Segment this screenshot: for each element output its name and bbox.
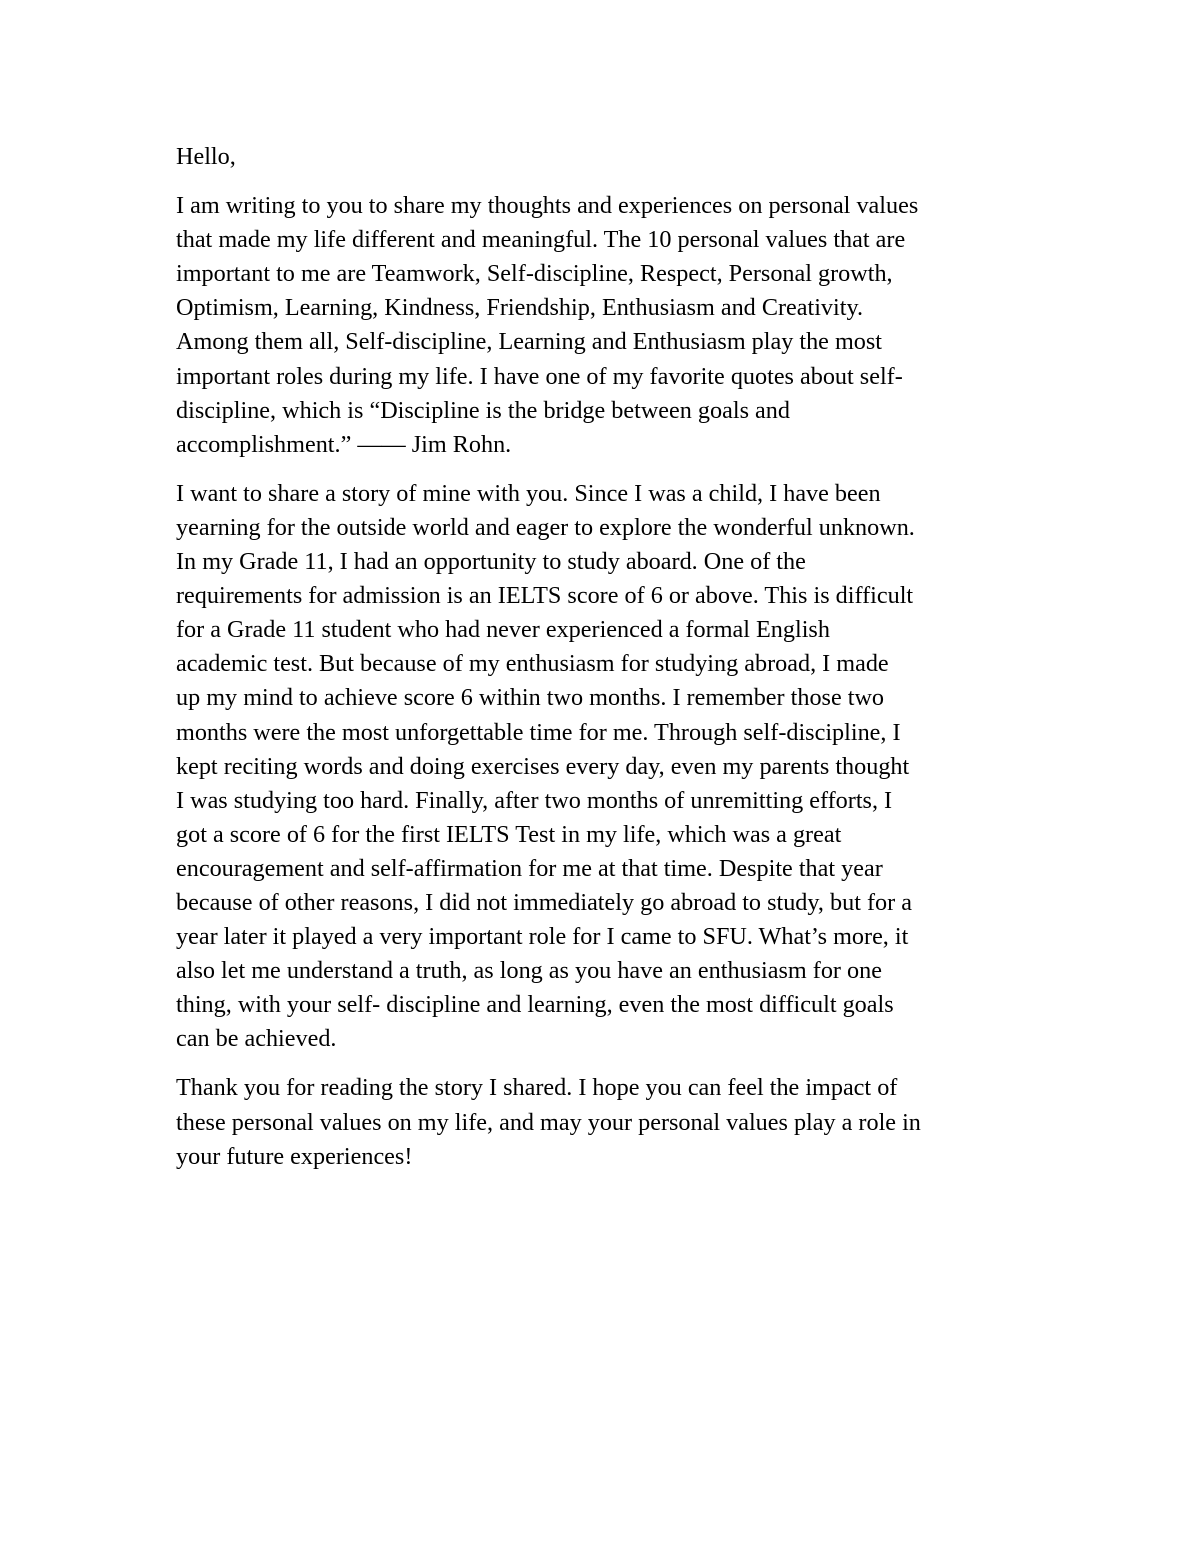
text-line: Optimism, Learning, Kindness, Friendship, Enthusiasm and Creativity.: [176, 294, 864, 322]
text-line: thing, with your self- discipline and learning, even the most difficult goals: [176, 991, 894, 1019]
text-line: encouragement and self-affirmation for me at that time. Despite that year: [176, 854, 883, 882]
text-line: important to me are Teamwork, Self-discipline, Respect, Personal growth,: [176, 260, 893, 288]
text-line: yearning for the outside world and eager to explore the wonderful unknown.: [176, 513, 915, 541]
text-line: I am writing to you to share my thoughts and experiences on personal values: [176, 192, 919, 220]
text-line: that made my life different and meaningful. The 10 personal values that are: [176, 226, 906, 254]
paragraph-closing: [176, 1071, 1026, 1173]
text-line: can be achieved.: [176, 1025, 337, 1053]
text-line: your future experiences!: [176, 1142, 413, 1170]
text-line: kept reciting words and doing exercises every day, even my parents thought: [176, 752, 910, 780]
text-line: requirements for admission is an IELTS score of 6 or above. This is difficult: [176, 582, 914, 610]
text-line: accomplishment.” —— Jim Rohn.: [176, 430, 512, 458]
text-line: for a Grade 11 student who had never experienced a formal English: [176, 616, 830, 644]
text-line: important roles during my life. I have one of my favorite quotes about self-: [176, 362, 903, 390]
text-line: year later it played a very important role for I came to SFU. What’s more, it: [176, 923, 909, 951]
text-line: Among them all, Self-discipline, Learning and Enthusiasm play the most: [176, 328, 883, 356]
paragraph-story: [176, 477, 1026, 1057]
text-line: up my mind to achieve score 6 within two months. I remember those two: [176, 684, 885, 712]
text-line: academic test. But because of my enthusiasm for studying abroad, I made: [176, 650, 889, 678]
text-line: In my Grade 11, I had an opportunity to study aboard. One of the: [176, 548, 806, 576]
text-line: these personal values on my life, and may your personal values play a role in: [176, 1108, 921, 1136]
text-line: got a score of 6 for the first IELTS Test in my life, which was a great: [176, 820, 842, 848]
greeting: Hello,: [176, 143, 236, 170]
text-line: also let me understand a truth, as long as you have an enthusiasm for one: [176, 957, 882, 985]
paragraph-values: [176, 189, 1026, 462]
text-line: I want to share a story of mine with you. Since I was a child, I have been: [176, 479, 881, 507]
text-line: because of other reasons, I did not immediately go abroad to study, but for a: [176, 888, 912, 916]
text-line: I was studying too hard. Finally, after two months of unremitting efforts, I: [176, 786, 893, 814]
letter-body: [176, 140, 1026, 1189]
text-line: months were the most unforgettable time for me. Through self-discipline, I: [176, 718, 901, 746]
text-line: discipline, which is “Discipline is the bridge between goals and: [176, 396, 790, 424]
text-line: Thank you for reading the story I shared. I hope you can feel the impact of: [176, 1074, 898, 1102]
